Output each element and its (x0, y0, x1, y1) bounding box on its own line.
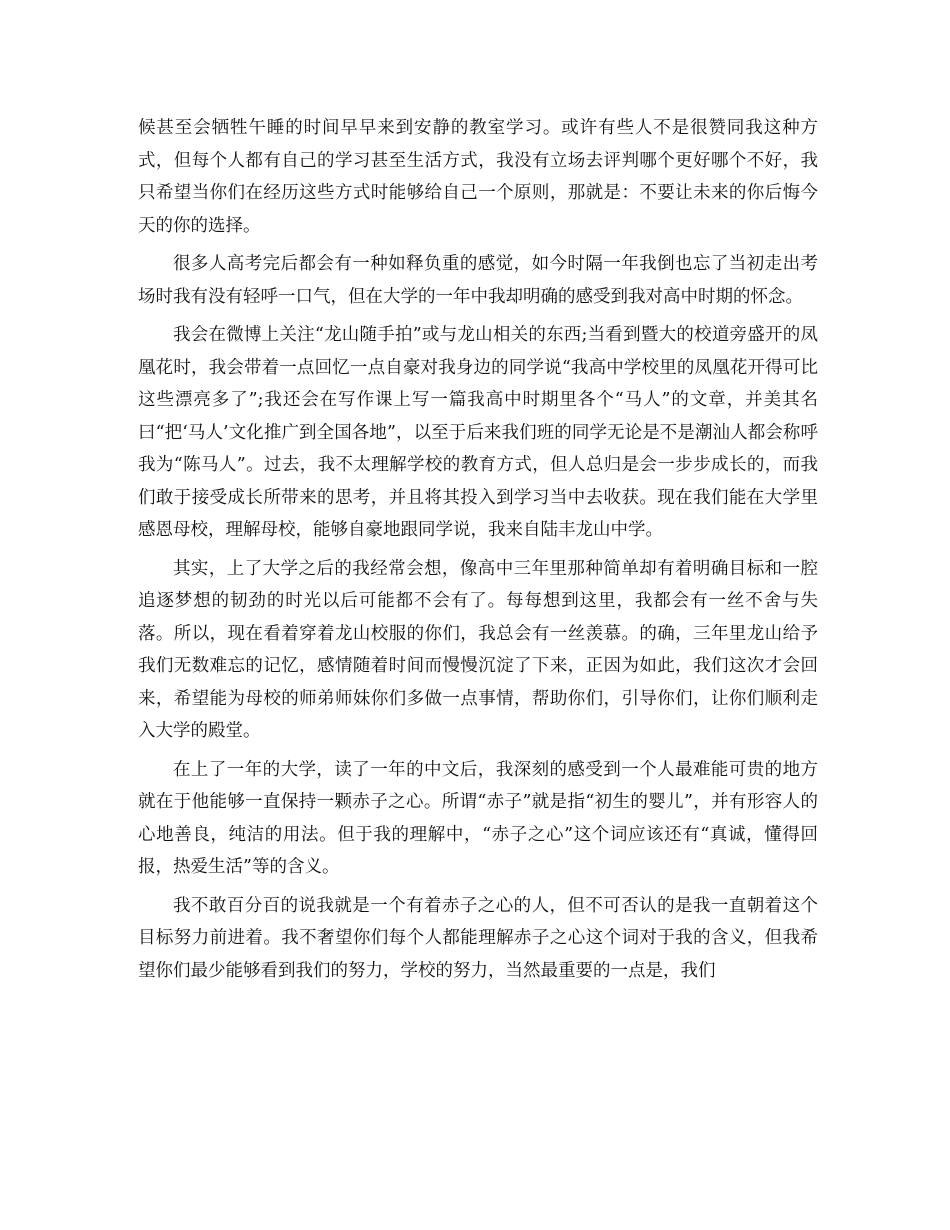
paragraph-3: 我会在微博上关注“龙山随手拍”或与龙山相关的东西;当看到暨大的校道旁盛开的凤凰花时，我会带着一点回忆一点自豪对我身边的同学说“我高中学校里的凤凰花开得可比这些漂亮多了”;我还会在写作课上写一篇我高中时期里各个“马人”的文章，并美其名曰“把‘马人’文化推广到全国各地”，以至于后来我们班的同学无论是不是潮汕人都会称呼我为“陈马人”。过去，我不太理解学校的教育方式，但人总归是会一步步成长的，而我们敢于接受成长所带来的思考，并且将其投入到学习当中去收获。现在我们能在大学里感恩母校，理解母校，能够自豪地跟同学说，我来自陆丰龙山中学。 (138, 325, 818, 540)
paragraph-1: 候甚至会牺牲午睡的时间早早来到安静的教室学习。或许有些人不是很赞同我这种方式，但每个人都有自己的学习甚至生活方式，我没有立场去评判哪个更好哪个不好，我只希望当你们在经历这些方式时能够给自己一个原则，那就是：不要让未来的你后悔今天的你的选择。 (138, 118, 818, 236)
paragraph-4: 其实，上了大学之后的我经常会想，像高中三年里那种简单却有着明确目标和一腔追逐梦想的韧劲的时光以后可能都不会有了。每每想到这里，我都会有一丝不舍与失落。所以，现在看着穿着龙山校服的你们，我总会有一丝羡慕。的确，三年里龙山给予我们无数难忘的记忆，感情随着时间而慢慢沉淀了下来，正因为如此，我们这次才会回来，希望能为母校的师弟师妹你们多做一点事情，帮助你们，引导你们，让你们顺利走入大学的殿堂。 (138, 558, 818, 741)
document-body (138, 112, 818, 993)
paragraph-2: 很多人高考完后都会有一种如释负重的感觉，如今时隔一年我倒也忘了当初走出考场时我有没有轻呼一口气，但在大学的一年中我却明确的感受到我对高中时期的怀念。 (138, 254, 818, 307)
paragraph-5: 在上了一年的大学，读了一年的中文后，我深刻的感受到一个人最难能可贵的地方就在于他能够一直保持一颗赤子之心。所谓“赤子”就是指“初生的婴儿”，并有形容人的心地善良，纯洁的用法。但于我的理解中，“赤子之心”这个词应该还有“真诚，懂得回报，热爱生活”等的含义。 (138, 759, 818, 877)
paragraph-6: 我不敢百分百的说我就是一个有着赤子之心的人，但不可否认的是我一直朝着这个目标努力前进着。我不奢望你们每个人都能理解赤子之心这个词对于我的含义，但我希望你们最少能够看到我们的努力，学校的努力，当然最重要的一点是，我们 (138, 895, 818, 981)
